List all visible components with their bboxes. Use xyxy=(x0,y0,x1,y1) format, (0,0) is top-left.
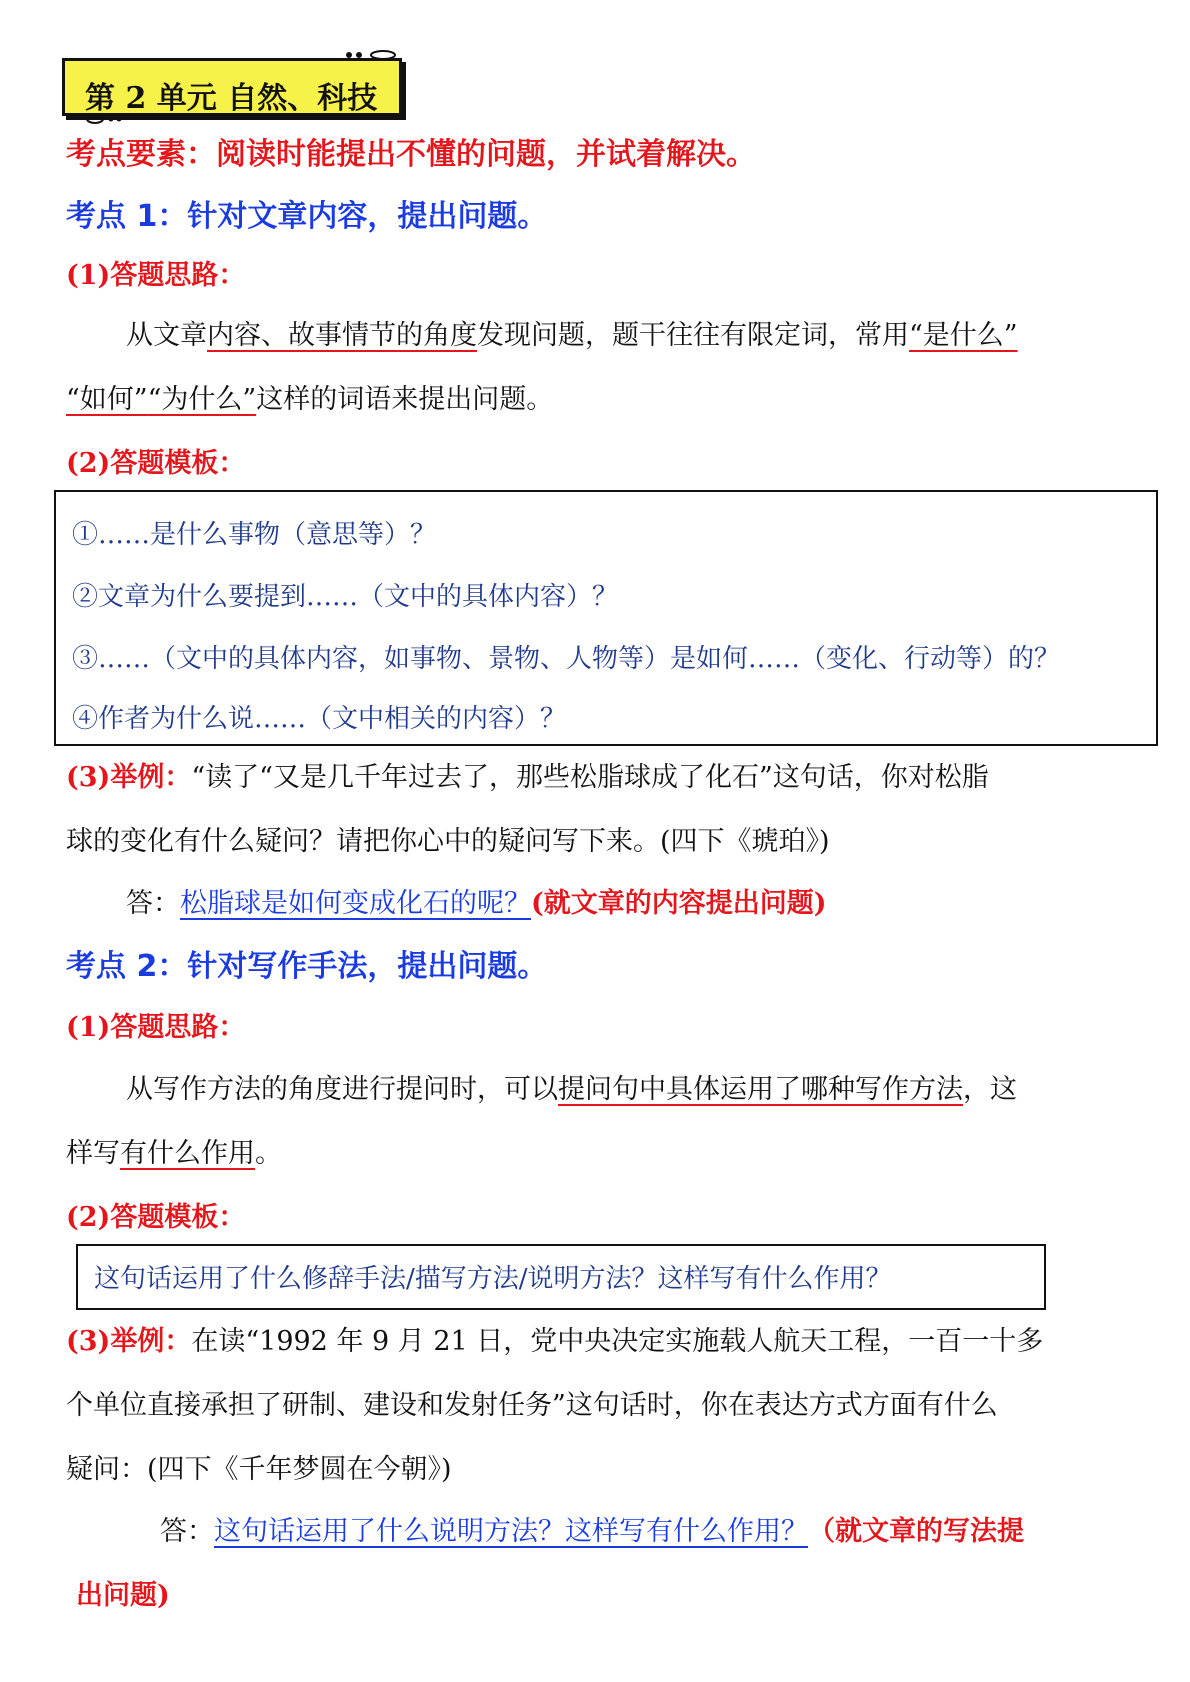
underlined-text: “是什么” xyxy=(909,320,1018,351)
point1-answer xyxy=(126,890,827,917)
text-segment: 。 xyxy=(255,1138,282,1169)
unit-title: 第 2 单元 自然、科技 xyxy=(85,81,378,116)
underlined-text: 有什么作用 xyxy=(120,1138,255,1169)
text-segment: 从文章 xyxy=(126,320,207,351)
answer-label: 答： xyxy=(126,888,180,919)
point2-example-line3: 疑问：(四下《千年梦圆在今朝》) xyxy=(66,1454,452,1485)
decoration-icon xyxy=(85,113,125,125)
underlined-text: “为什么” xyxy=(147,384,257,415)
answer-note-continued: 出问题) xyxy=(76,1580,170,1611)
point2-heading: 考点 2：针对写作手法，提出问题。 xyxy=(66,949,548,984)
answer-note: （就文章的写法提 xyxy=(808,1516,1024,1547)
point1-template-label: (2)答题模板： xyxy=(66,448,246,479)
template-box xyxy=(76,1244,1046,1310)
text-segment: 样写 xyxy=(66,1138,120,1169)
example-text: “读了“又是几千年过去了，那些松脂球成了化石”这句话，你对松脂 xyxy=(191,762,989,793)
underlined-text: 内容、故事情节的角度 xyxy=(207,320,477,351)
template-item: 这句话运用了什么修辞手法/描写方法/说明方法？这样写有什么作用？ xyxy=(94,1264,892,1294)
point2-example-line1 xyxy=(66,1328,1043,1355)
key-elements-label: 考点要素： xyxy=(66,137,216,172)
text-segment: ，这 xyxy=(963,1074,1017,1105)
underlined-text: 提问句中具体运用了哪种写作方法 xyxy=(558,1074,963,1105)
point1-heading: 考点 1：针对文章内容，提出问题。 xyxy=(66,199,548,234)
template-box xyxy=(54,490,1158,746)
point2-answer xyxy=(160,1518,1024,1545)
point2-thinking-line2 xyxy=(66,1140,282,1167)
point2-thinking-label: (1)答题思路： xyxy=(66,1012,246,1043)
underlined-text: “如何” xyxy=(66,384,148,415)
point2-template-label: (2)答题模板： xyxy=(66,1202,246,1233)
example-label: (3)举例： xyxy=(66,762,192,793)
point2-example-line2: 个单位直接承担了研制、建设和发射任务”这句话时，你在表达方式方面有什么 xyxy=(66,1390,998,1421)
point1-example-line2: 球的变化有什么疑问？请把你心中的疑问写下来。(四下《琥珀》) xyxy=(66,826,830,857)
decoration-icon xyxy=(343,49,403,61)
answer-text: 松脂球是如何变成化石的呢？ xyxy=(180,888,531,919)
answer-text: 这样写有什么作用？ xyxy=(565,1516,808,1547)
template-item: ③……（文中的具体内容，如事物、景物、人物等）是如何……（变化、行动等）的？ xyxy=(72,644,1061,674)
answer-note: (就文章的内容提出问题) xyxy=(531,888,827,919)
text-segment: 这样的词语来提出问题。 xyxy=(256,384,554,415)
template-item: ④作者为什么说……（文中相关的内容）？ xyxy=(72,704,567,734)
template-item: ①……是什么事物（意思等）？ xyxy=(72,520,437,550)
point2-thinking-line1 xyxy=(126,1076,1017,1103)
example-label: (3)举例： xyxy=(66,1326,192,1357)
point1-example-line1 xyxy=(66,764,989,791)
key-elements-line xyxy=(66,137,756,172)
template-item: ②文章为什么要提到……（文中的具体内容）？ xyxy=(72,582,619,612)
answer-label: 答： xyxy=(160,1516,214,1547)
answer-text: 这句话运用了什么说明方法？ xyxy=(214,1516,565,1547)
text-segment: 从写作方法的角度进行提问时，可以 xyxy=(126,1074,558,1105)
point1-thinking-line1 xyxy=(126,322,1018,349)
example-text: 在读“1992 年 9 月 21 日，党中央决定实施载人航天工程，一百一十多 xyxy=(191,1326,1044,1357)
key-elements-text: 阅读时能提出不懂的问题，并试着解决。 xyxy=(216,137,756,172)
unit-title-box xyxy=(62,58,402,116)
point1-thinking-line2 xyxy=(66,386,553,413)
text-segment: 发现问题，题干往往有限定词，常用 xyxy=(477,320,909,351)
point1-thinking-label: (1)答题思路： xyxy=(66,260,246,291)
